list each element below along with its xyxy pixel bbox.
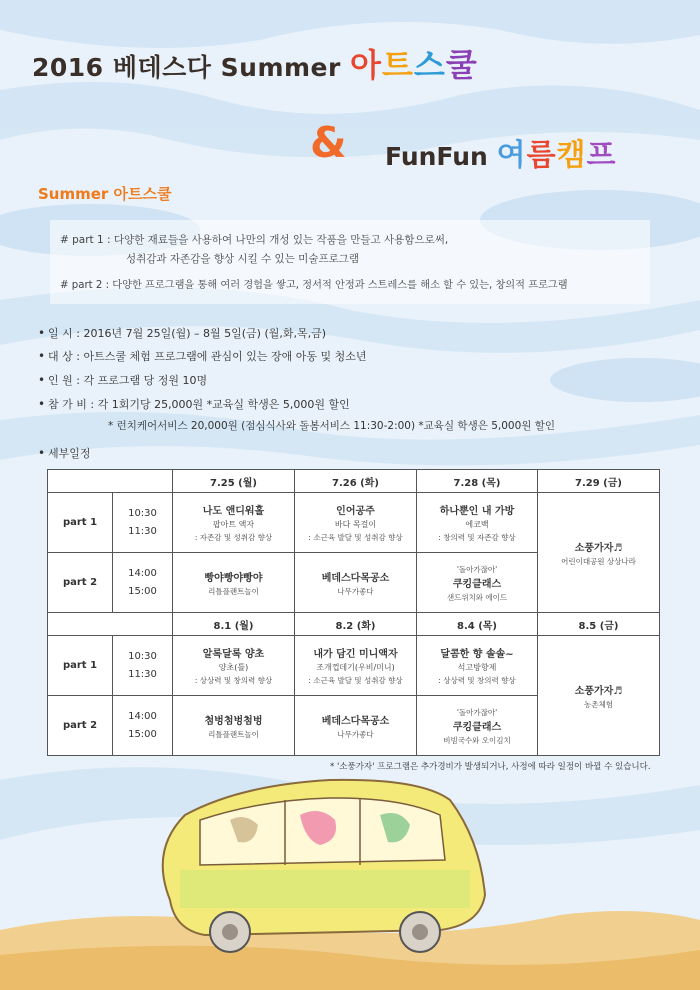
time-end: 11:30 xyxy=(128,668,157,680)
header-empty xyxy=(48,613,173,636)
program-title: 빵야빵야빵야 xyxy=(204,572,263,584)
part-label: part 2 xyxy=(48,696,113,756)
program-title: 달콤한 향 솔솔~ xyxy=(440,649,514,660)
part-label: part 1 xyxy=(48,493,113,553)
info-target: • 대 상 : 아트스쿨 체험 프로그램에 관심이 있는 장애 아동 및 청소년 xyxy=(38,349,367,363)
day-header: 7.26 (화) xyxy=(295,470,417,493)
program-cell xyxy=(295,696,417,756)
schedule-label-text: 세부일정 xyxy=(48,447,91,460)
program-cell xyxy=(173,636,295,696)
program-cell xyxy=(417,636,538,696)
title-summer: Summer xyxy=(220,53,341,82)
week1-part1-row xyxy=(48,493,660,553)
title-art-school-char: 쿨 xyxy=(445,46,478,84)
info-people-text: 인 원 : 각 프로그램 당 정원 10명 xyxy=(48,374,208,387)
day-header: 7.29 (금) xyxy=(538,470,660,493)
program-title: 첨벙첨벙첨벙 xyxy=(204,715,263,727)
title-art-school-char: 트 xyxy=(381,46,414,84)
time-end: 15:00 xyxy=(128,728,157,740)
day-header: 8.2 (화) xyxy=(295,613,417,636)
program-cell xyxy=(417,493,538,553)
schedule-table xyxy=(47,469,660,756)
time-cell xyxy=(113,696,173,756)
title-ampersand: & xyxy=(310,118,347,167)
part1-description: # part 1 : 다양한 재료들을 사용하여 나만의 개성 있는 작품을 만들고 사용함으로써, xyxy=(60,234,449,246)
part-label: part 1 xyxy=(48,636,113,696)
day-header: 8.4 (목) xyxy=(417,613,538,636)
program-sub: 양초(틀) xyxy=(218,663,249,672)
time-cell xyxy=(113,636,173,696)
section-title: Summer 아트스쿨 xyxy=(38,185,172,203)
car-illustration xyxy=(163,780,485,952)
time-start: 14:00 xyxy=(128,567,157,579)
program-cell xyxy=(295,553,417,613)
program-cell xyxy=(295,493,417,553)
program-sub: 바다 목걸이 xyxy=(334,520,377,529)
time-start: 14:00 xyxy=(128,710,157,722)
title-camp-char: 프 xyxy=(586,138,617,173)
info-schedule-label: • 세부일정 xyxy=(38,446,91,460)
program-title: 쿠킹클래스 xyxy=(452,579,502,590)
program-desc: 리틀플랜트놀이 xyxy=(208,586,259,596)
program-prefix: '돌아가잖아' xyxy=(456,565,498,574)
program-title: 베데스다목공소 xyxy=(321,572,390,584)
program-title: 나도 앤디워홀 xyxy=(202,506,265,517)
title-art-school-char: 아 xyxy=(350,46,382,84)
program-sub: 석고방향제 xyxy=(457,663,497,672)
footnote: * '소풍가자' 프로그램은 추가경비가 발생되거나, 사정에 따라 일정이 바뀔 수 있습니다. xyxy=(330,762,651,772)
info-date-text: 일 시 : 2016년 7월 25일(월) – 8월 5일(금) (월,화,목,금) xyxy=(48,327,327,340)
part-label: part 2 xyxy=(48,553,113,613)
program-title: 쿠킹클래스 xyxy=(452,722,502,733)
program-desc: 비빔국수와 오이김치 xyxy=(443,736,511,745)
program-sub: 에코백 xyxy=(465,520,489,529)
info-fee-text: 참 가 비 : 각 1회기당 25,000원 *교육실 학생은 5,000원 할인 xyxy=(48,398,350,411)
part1-description-cont: 성취감과 자존감을 향상 시킬 수 있는 미술프로그램 xyxy=(126,253,360,265)
friday-desc: 농촌체험 xyxy=(584,699,613,709)
info-date: • 일 시 : 2016년 7월 25일(월) – 8월 5일(금) (월,화,목,금) xyxy=(38,326,327,340)
header-empty xyxy=(48,470,173,493)
info-target-text: 대 상 : 아트스쿨 체험 프로그램에 관심이 있는 장애 아동 및 청소년 xyxy=(48,350,367,363)
title-org: 베데스다 xyxy=(112,53,212,82)
week1-header-row xyxy=(48,470,660,493)
program-title: 내가 담긴 미니액자 xyxy=(313,649,398,660)
friday-cell xyxy=(538,636,660,756)
program-cell xyxy=(417,553,538,613)
info-people: • 인 원 : 각 프로그램 당 정원 10명 xyxy=(38,373,208,387)
title-year: 2016 xyxy=(32,53,104,82)
program-desc: : 상상력 및 창의력 향상 xyxy=(438,676,516,685)
program-cell xyxy=(173,553,295,613)
day-header: 8.5 (금) xyxy=(538,613,660,636)
title-camp-char: 여 xyxy=(496,138,527,173)
time-cell xyxy=(113,493,173,553)
program-title: 인어공주 xyxy=(336,506,375,517)
program-cell xyxy=(417,696,538,756)
time-start: 10:30 xyxy=(128,507,157,519)
info-list xyxy=(0,0,700,470)
info-fee-note: * 런치케어서비스 20,000원 (점심식사와 돌봄서비스 11:30-2:00) *교육실 학생은 5,000원 할인 xyxy=(108,420,556,432)
week2-header-row xyxy=(48,613,660,636)
program-cell xyxy=(173,493,295,553)
time-end: 11:30 xyxy=(128,525,157,537)
program-cell xyxy=(173,696,295,756)
friday-desc: 어린이대공원 상상나라 xyxy=(561,556,636,566)
title-camp-char: 캠 xyxy=(556,138,587,173)
friday-title: 소풍가자♬ xyxy=(574,685,623,697)
info-fee: • 참 가 비 : 각 1회기당 25,000원 *교육실 학생은 5,000원 할인 xyxy=(38,397,350,411)
week2-part1-row xyxy=(48,636,660,696)
time-cell xyxy=(113,553,173,613)
part2-description: # part 2 : 다양한 프로그램을 통해 여러 경험을 쌓고, 정서적 안정과 스트레스를 해소 할 수 있는, 창의적 프로그램 xyxy=(60,280,568,291)
program-desc: 나무가좋다 xyxy=(337,729,374,739)
program-desc: : 창의력 및 자존감 향상 xyxy=(438,533,516,542)
title-camp-char: 름 xyxy=(526,138,557,173)
friday-title: 소풍가자♬ xyxy=(574,542,623,554)
program-desc: : 상상력 및 창의력 향상 xyxy=(194,676,273,685)
program-desc: : 자존감 및 성취감 향상 xyxy=(194,533,273,542)
time-end: 15:00 xyxy=(128,585,157,597)
program-title: 하나뿐인 내 가방 xyxy=(439,506,515,517)
program-cell xyxy=(295,636,417,696)
title-art-school-char: 스 xyxy=(413,46,446,84)
friday-cell xyxy=(538,493,660,613)
program-desc: 나무가좋다 xyxy=(337,586,374,596)
time-start: 10:30 xyxy=(128,650,157,662)
day-header: 7.28 (목) xyxy=(417,470,538,493)
program-prefix: '돌아가잖아' xyxy=(456,708,498,717)
day-header: 7.25 (월) xyxy=(173,470,295,493)
day-header: 8.1 (월) xyxy=(173,613,295,636)
program-sub: 팝아트 액자 xyxy=(212,520,255,529)
program-desc: 샌드위치와 에이드 xyxy=(446,593,508,602)
program-sub: 조개껍데기(우비/미니) xyxy=(316,663,395,672)
title-funfun: FunFun xyxy=(385,142,488,171)
program-title: 알록달록 양초 xyxy=(202,649,265,660)
program-title: 베데스다목공소 xyxy=(321,715,390,727)
program-desc: : 소근육 발달 및 성취감 향상 xyxy=(308,676,403,685)
program-desc: : 소근육 발달 및 성취감 향상 xyxy=(308,533,403,542)
program-desc: 리틀플랜트놀이 xyxy=(208,729,259,739)
